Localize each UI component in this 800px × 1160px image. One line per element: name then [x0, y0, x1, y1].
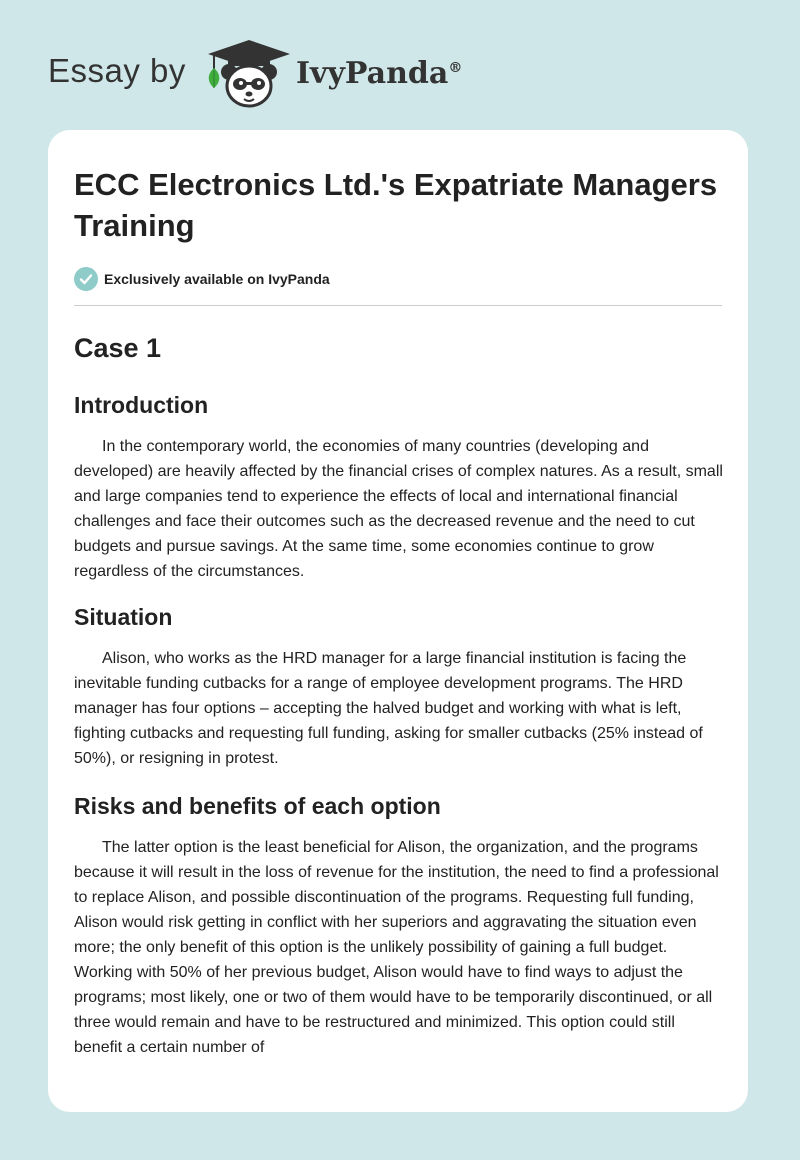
paragraph-situation: Alison, who works as the HRD manager for a large financial institution is facing the inevitable funding cutbacks for a range of employee development programs. The HRD manager has four options – accepting the halved budget and working with what is left, fighting cutbacks and requesting full funding, asking for smaller cutbacks (25% instead of 50%), or resigning in protest. [74, 650, 703, 767]
essay-title: ECC Electronics Ltd.'s Expatriate Managers Training [74, 167, 718, 243]
brand-name[interactable] [296, 56, 462, 91]
exclusive-badge [74, 266, 724, 292]
case-heading: Case 1 [74, 333, 162, 363]
paragraph-introduction: In the contemporary world, the economies of many countries (developing and developed) are heavily affected by the financial crises of complex natures. As a result, small and large companies tend to experience the effects of local and international financial challenges and face their outcomes such as the decreased revenue and the need to cut budgets and pursue savings. At the same time, some economies continue to grow regardless of the circumstances. [74, 438, 723, 580]
brand-name-text: IvyPanda [296, 56, 449, 91]
section-heading-risks-benefits: Risks and benefits of each option [74, 793, 441, 819]
essay-card [48, 130, 748, 1112]
panda-logo-icon[interactable] [204, 38, 294, 110]
title-divider [74, 305, 722, 306]
site-header [0, 0, 800, 130]
section-heading-situation: Situation [74, 604, 173, 630]
essay-content [74, 164, 724, 1060]
essay-by-label: Essay by [48, 52, 186, 89]
exclusive-label: Exclusively available on IvyPanda [104, 271, 330, 287]
section-heading-introduction: Introduction [74, 392, 209, 418]
paragraph-risks-benefits: The latter option is the least beneficial for Alison, the organization, and the programs because it will result in the loss of revenue for the institution, the need to find a professional to replace Alison, and possible discontinuation of the programs. Requesting full funding, Alison would risk getting in conflict with her superiors and aggravating the situation even more; the only benefit of this option is the unlikely possibility of gaining a full budget. Working with 50% of her previous budget, Alison would have to find ways to adjust the programs; most likely, one or two of them would have to be temporarily discontinued, or all three would remain and have to be restructured and minimized. This option could still benefit a certain number of [74, 839, 719, 1056]
registered-mark: ® [448, 60, 463, 76]
check-icon [74, 267, 98, 291]
